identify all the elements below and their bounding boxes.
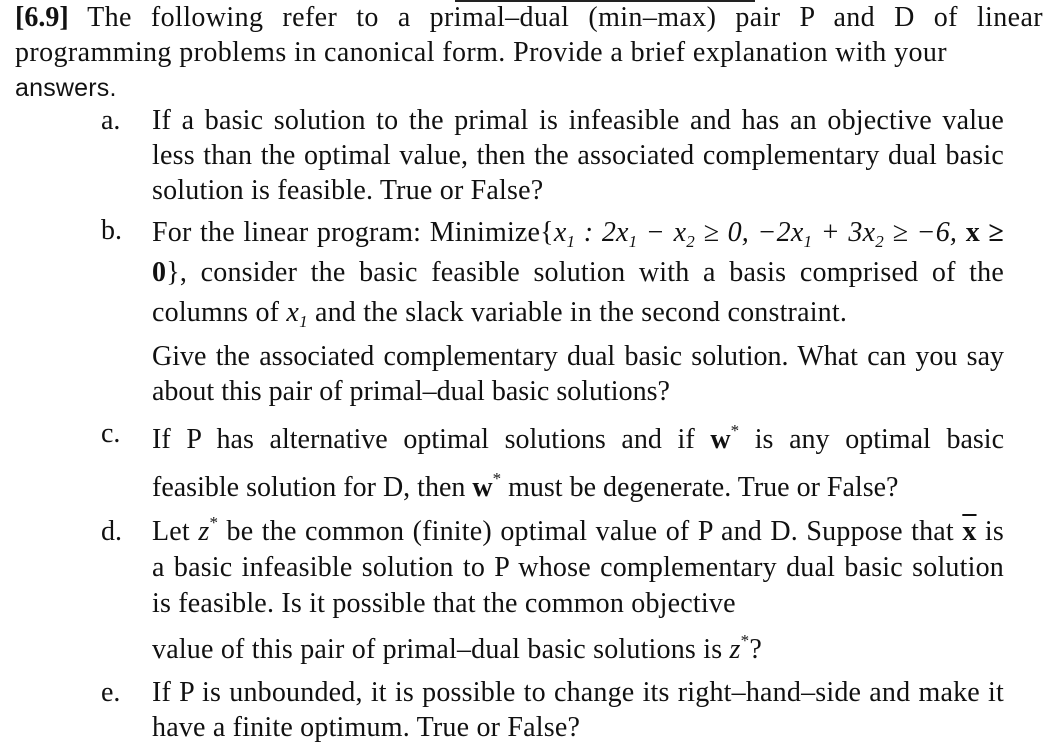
part-d-z2-star: * [740,631,750,650]
part-d-infeasible-text: is a basic infeasible solution to P whose complementary dual basic solution is feasible. Is it possible that the common objective [152,516,1004,619]
part-d-label: d. [101,516,122,547]
intro-tail: answers. [15,74,117,102]
part-b-para2: Give the associated complementary dual basic solution. What can you say about this pair of primal–dual basic solutions? [152,341,1004,407]
part-b-slack-text: and the slack variable in the second constraint. [314,297,848,328]
part-d-text2 [152,632,1004,668]
intro-text: The following refer to a primal–dual (min–max) pair P and D of linear programming problems in canonical form. Provide a brief explanation with your [15,2,1043,68]
part-b-lp-intro: For the linear program: Minimize{ [152,217,554,248]
part-b-label: b. [101,215,122,246]
part-b-basis-text: }, consider the basic feasible solution with a basis comprised of the columns of [152,257,1004,328]
part-c-w: w [710,424,731,455]
part-b-constraints: $x_1$ : $2x_1 - x_2 \ge 0$, $-2x_1 + 3x_2 \ge -6$, [553,217,958,251]
part-c-line2-pre: feasible solution for D, then [152,472,466,503]
part-c-text2 [152,464,1004,512]
part-c-line1-post: is any optimal basic [754,424,1004,455]
part-d-qmark: ? [749,634,762,665]
part-d-z-star: * [209,513,219,532]
part-d-z: z [198,516,210,547]
part-c-line2-post: must be degenerate. True or False? [508,472,899,503]
part-d-common-value-text: be the common (finite) optimal value of P and D. Suppose that [226,516,954,547]
part-c-label: c. [101,418,121,449]
part-b-para1 [152,213,1004,333]
part-b-var-x1: $x_1$ [286,297,308,331]
part-c-w-star: * [730,421,740,440]
part-c-text [152,416,1004,464]
part-c-w2: w [472,472,493,503]
part-b-nonneg: x ≥ 0 [152,217,1005,288]
part-d-z2: z [729,634,741,665]
part-c-line1-pre: If P has alternative optimal solutions and if [152,424,695,455]
part-a-label: a. [101,105,121,136]
part-d-text [152,514,1004,622]
part-d-question: value of this pair of primal–dual basic solutions is [152,634,723,665]
part-e-text: If P is unbounded, it is possible to change its right–hand–side and make it have a finite optimum. True or False? [152,677,1004,743]
part-d-let: Let [152,516,190,547]
problem-number: [6.9] [15,2,69,33]
part-d-xbar: $\overline{x}$ [962,516,977,547]
part-a-text: If a basic solution to the primal is infeasible and has an objective value less than the optimal value, then the associated complementary dual basic solution is feasible. True or False? [152,105,1004,206]
problem-intro [15,0,1043,106]
part-e-label: e. [101,677,121,708]
part-c-w2-star: * [492,469,502,488]
